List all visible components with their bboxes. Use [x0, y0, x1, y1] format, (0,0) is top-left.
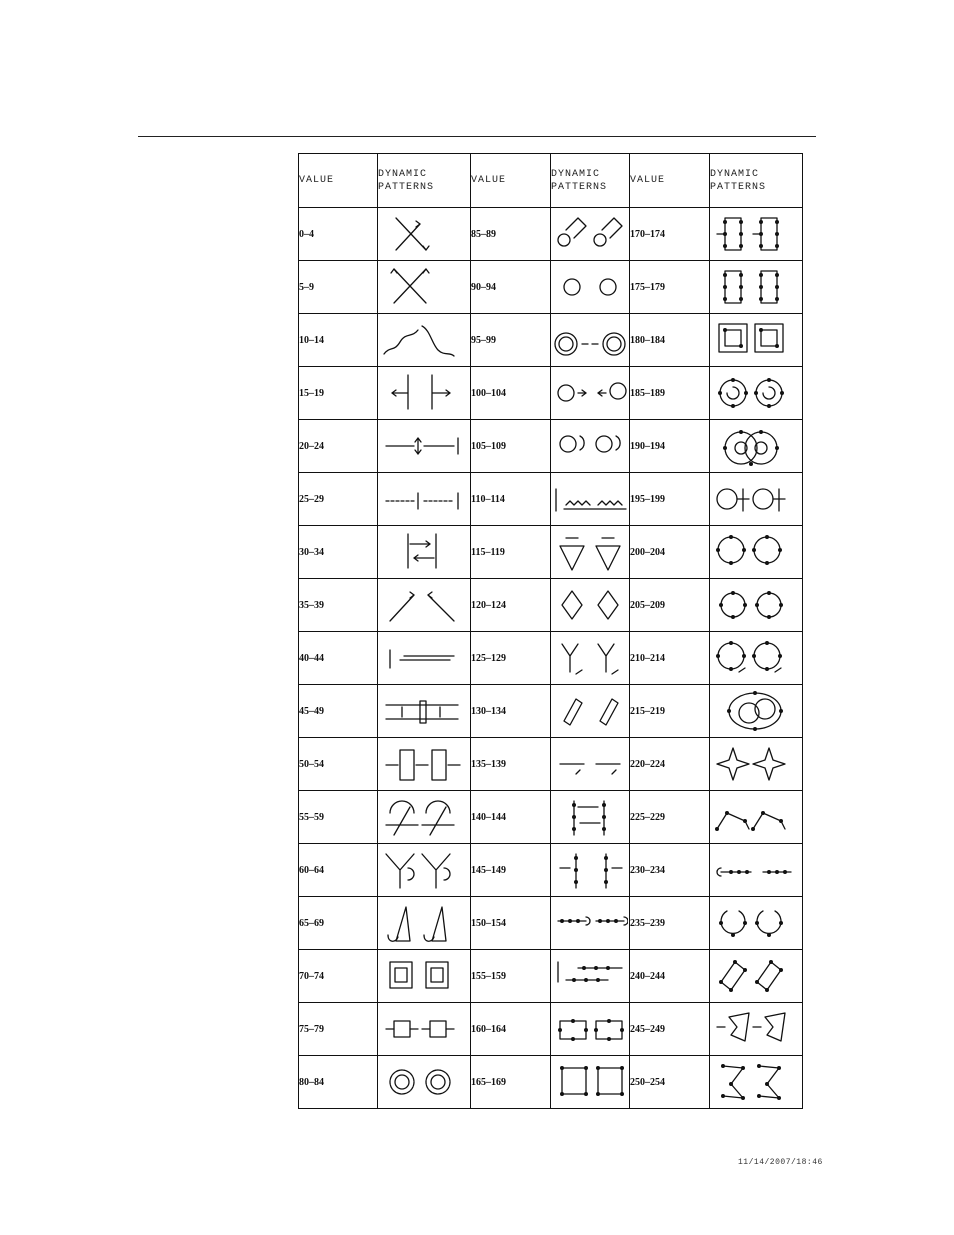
value-range: 110–114: [471, 473, 551, 526]
diverging-diagonals-icon: [380, 581, 468, 629]
diverging-diagonals-icon: [378, 579, 471, 632]
wavy-curves-icon: [378, 314, 471, 367]
overlapping-dotted-circles-icon: [710, 420, 803, 473]
small-squares-with-arrows-icon: [378, 1003, 471, 1056]
value-range: 90–94: [471, 261, 551, 314]
dotted-spiral-circles-icon: [710, 367, 803, 420]
value-range: 160–164: [471, 1003, 551, 1056]
table-row: [299, 738, 803, 791]
circles-converging-arrows-icon: [551, 367, 630, 420]
vertical-lines-outward-arrows-icon: [380, 369, 468, 417]
value-range: 230–234: [630, 844, 710, 897]
table-row: [299, 367, 803, 420]
lines-with-vertical-arrows-icon: [378, 420, 471, 473]
table-row: [299, 844, 803, 897]
value-range: 35–39: [299, 579, 378, 632]
table-row: [299, 791, 803, 844]
table-row: [299, 208, 803, 261]
dotted-circles-arrows-icon: [711, 528, 801, 576]
y-shapes-with-arcs-icon: [380, 846, 468, 894]
value-range: 15–19: [299, 367, 378, 420]
inverted-triangles-icon: [551, 526, 630, 579]
circles-converging-arrows-icon: [552, 369, 628, 417]
dotted-parallelograms-icon: [711, 952, 801, 1000]
dotted-spiral-circles-icon: [711, 369, 801, 417]
dotted-horizontal-lines-icon: [710, 844, 803, 897]
wavy-curves-icon: [380, 316, 468, 364]
table-row: [299, 314, 803, 367]
value-range: 115–119: [471, 526, 551, 579]
value-range: 80–84: [299, 1056, 378, 1109]
two-rotating-circles-icon: [552, 263, 628, 311]
table-row: [299, 950, 803, 1003]
dotted-rectangles-icon: [711, 263, 801, 311]
value-range: 205–209: [630, 579, 710, 632]
value-range: 210–214: [630, 632, 710, 685]
circles-with-rectangles-icon: [551, 208, 630, 261]
circles-with-cross-arrows-icon: [710, 473, 803, 526]
value-range: 105–109: [471, 420, 551, 473]
dotted-lines-arc-arrows-icon: [552, 899, 628, 947]
rectangles-with-arrows-icon: [378, 738, 471, 791]
value-range: 75–79: [299, 1003, 378, 1056]
value-range: 50–54: [299, 738, 378, 791]
value-range: 135–139: [471, 738, 551, 791]
diamonds-icon: [551, 579, 630, 632]
value-range: 220–224: [630, 738, 710, 791]
value-range: 250–254: [630, 1056, 710, 1109]
value-range: 25–29: [299, 473, 378, 526]
value-range: 195–199: [630, 473, 710, 526]
arcs-with-crosses-icon: [380, 793, 468, 841]
table-row: [299, 579, 803, 632]
dotted-boxes-vertical-arrows-icon: [551, 1003, 630, 1056]
value-range: 235–239: [630, 897, 710, 950]
scalloped-rings-icon: [378, 1056, 471, 1109]
value-range: 0–4: [299, 208, 378, 261]
dotted-verticals-side-arrows-icon: [552, 846, 628, 894]
dotted-circles-open-icon: [710, 897, 803, 950]
y-shapes-icon: [552, 634, 628, 682]
circles-with-arcs-icon: [551, 420, 630, 473]
value-range: 190–194: [630, 420, 710, 473]
triangles-with-hooks-icon: [380, 899, 468, 947]
value-range: 215–219: [630, 685, 710, 738]
value-range: 120–124: [471, 579, 551, 632]
value-range: 140–144: [471, 791, 551, 844]
dotted-chevrons-icon: [710, 791, 803, 844]
notched-shapes-arrows-icon: [711, 1005, 801, 1053]
short-lines-ticks-icon: [552, 740, 628, 788]
crossed-diagonal-arrows-icon: [380, 210, 468, 258]
table-row: [299, 632, 803, 685]
two-verticals-arrows-icon: [380, 528, 468, 576]
table-row: [299, 420, 803, 473]
table-row: [299, 261, 803, 314]
value-range: 5–9: [299, 261, 378, 314]
dotted-verticals-arrows-icon: [552, 793, 628, 841]
value-range: 185–189: [630, 367, 710, 420]
circles-with-arcs-icon: [552, 422, 628, 470]
value-range: 175–179: [630, 261, 710, 314]
table-row: [299, 685, 803, 738]
dotted-verticals-arrows-icon: [551, 791, 630, 844]
rectangles-with-arrows-icon: [380, 740, 468, 788]
table-row: [299, 897, 803, 950]
value-range: 55–59: [299, 791, 378, 844]
table-row: [299, 1003, 803, 1056]
x-with-outward-arrows-icon: [378, 261, 471, 314]
value-range: 240–244: [630, 950, 710, 1003]
bar-with-vertical-arrows-icon: [380, 687, 468, 735]
circles-with-cross-arrows-icon: [711, 475, 801, 523]
circles-with-rectangles-icon: [552, 210, 628, 258]
table-row: [299, 1056, 803, 1109]
lines-with-vertical-arrows-icon: [380, 422, 468, 470]
value-range: 65–69: [299, 897, 378, 950]
y-shapes-icon: [551, 632, 630, 685]
value-range: 100–104: [471, 367, 551, 420]
orbit-dotted-circles-icon: [711, 687, 801, 735]
dotted-circles-arrows-icon: [710, 526, 803, 579]
nested-squares-icon: [710, 314, 803, 367]
scalloped-rings-icon: [380, 1058, 468, 1106]
value-header: VALUE: [299, 154, 378, 208]
tilted-rectangles-icon: [551, 685, 630, 738]
dotted-boxes-vertical-arrows-icon: [552, 1005, 628, 1053]
value-range: 85–89: [471, 208, 551, 261]
zigzag-line-arrow-icon: [551, 473, 630, 526]
value-range: 245–249: [630, 1003, 710, 1056]
concentric-circles-arrows-icon: [552, 316, 628, 364]
bar-with-vertical-arrows-icon: [378, 685, 471, 738]
arcs-with-crosses-icon: [378, 791, 471, 844]
nested-rectangles-icon: [378, 950, 471, 1003]
value-range: 125–129: [471, 632, 551, 685]
stepped-dotted-lines-icon: [552, 952, 628, 1000]
dotted-parallelograms-icon: [710, 950, 803, 1003]
triangles-with-hooks-icon: [378, 897, 471, 950]
value-range: 45–49: [299, 685, 378, 738]
value-header: VALUE: [471, 154, 551, 208]
dynamic-patterns-table: [298, 153, 803, 1109]
double-horizontal-line-icon: [380, 634, 468, 682]
inverted-triangles-icon: [552, 528, 628, 576]
dynamic-patterns-header: DYNAMIC PATTERNS: [710, 154, 803, 208]
nested-squares-icon: [711, 316, 801, 364]
value-range: 165–169: [471, 1056, 551, 1109]
short-lines-ticks-icon: [551, 738, 630, 791]
overlapping-dotted-circles-icon: [711, 422, 801, 470]
four-point-stars-icon: [710, 738, 803, 791]
top-rule: [138, 136, 816, 137]
value-range: 60–64: [299, 844, 378, 897]
dotted-zigzag-shapes-icon: [711, 1058, 801, 1106]
four-point-stars-icon: [711, 740, 801, 788]
dotted-circles-ticks-icon: [710, 632, 803, 685]
dotted-circles-side-arrows-icon: [710, 579, 803, 632]
value-range: 40–44: [299, 632, 378, 685]
value-range: 170–174: [630, 208, 710, 261]
small-squares-with-arrows-icon: [380, 1005, 468, 1053]
dotted-rectangles-icon: [710, 261, 803, 314]
dynamic-patterns-header: DYNAMIC PATTERNS: [378, 154, 471, 208]
value-range: 150–154: [471, 897, 551, 950]
print-timestamp: 11/14/2007/18:46: [738, 1158, 823, 1167]
crossed-diagonal-arrows-icon: [378, 208, 471, 261]
value-range: 145–149: [471, 844, 551, 897]
value-range: 70–74: [299, 950, 378, 1003]
zigzag-line-arrow-icon: [552, 475, 628, 523]
x-with-outward-arrows-icon: [380, 263, 468, 311]
dotted-horizontal-lines-icon: [711, 846, 801, 894]
dotted-verticals-side-arrows-icon: [551, 844, 630, 897]
double-horizontal-line-icon: [378, 632, 471, 685]
value-range: 95–99: [471, 314, 551, 367]
dotted-circles-open-icon: [711, 899, 801, 947]
dynamic-patterns-header: DYNAMIC PATTERNS: [551, 154, 630, 208]
value-range: 10–14: [299, 314, 378, 367]
tilted-rectangles-icon: [552, 687, 628, 735]
table-header-row: [299, 154, 803, 208]
table-row: [299, 526, 803, 579]
dashed-lines-vertical-arrows-icon: [378, 473, 471, 526]
concentric-circles-arrows-icon: [551, 314, 630, 367]
value-range: 180–184: [630, 314, 710, 367]
dotted-circles-ticks-icon: [711, 634, 801, 682]
orbit-dotted-circles-icon: [710, 685, 803, 738]
dotted-circles-side-arrows-icon: [711, 581, 801, 629]
dotted-lines-arc-arrows-icon: [551, 897, 630, 950]
value-range: 20–24: [299, 420, 378, 473]
dotted-squares-arrows-icon: [551, 1056, 630, 1109]
diamonds-icon: [552, 581, 628, 629]
notched-shapes-arrows-icon: [710, 1003, 803, 1056]
dotted-chevrons-icon: [711, 793, 801, 841]
table-row: [299, 473, 803, 526]
value-range: 225–229: [630, 791, 710, 844]
nested-rectangles-icon: [380, 952, 468, 1000]
two-verticals-arrows-icon: [378, 526, 471, 579]
dotted-zigzag-shapes-icon: [710, 1056, 803, 1109]
value-range: 30–34: [299, 526, 378, 579]
y-shapes-with-arcs-icon: [378, 844, 471, 897]
dotted-rectangles-with-arrows-icon: [710, 208, 803, 261]
vertical-lines-outward-arrows-icon: [378, 367, 471, 420]
dotted-squares-arrows-icon: [552, 1058, 628, 1106]
value-range: 200–204: [630, 526, 710, 579]
stepped-dotted-lines-icon: [551, 950, 630, 1003]
value-header: VALUE: [630, 154, 710, 208]
dashed-lines-vertical-arrows-icon: [380, 475, 468, 523]
value-range: 155–159: [471, 950, 551, 1003]
value-range: 130–134: [471, 685, 551, 738]
dotted-rectangles-with-arrows-icon: [711, 210, 801, 258]
two-rotating-circles-icon: [551, 261, 630, 314]
